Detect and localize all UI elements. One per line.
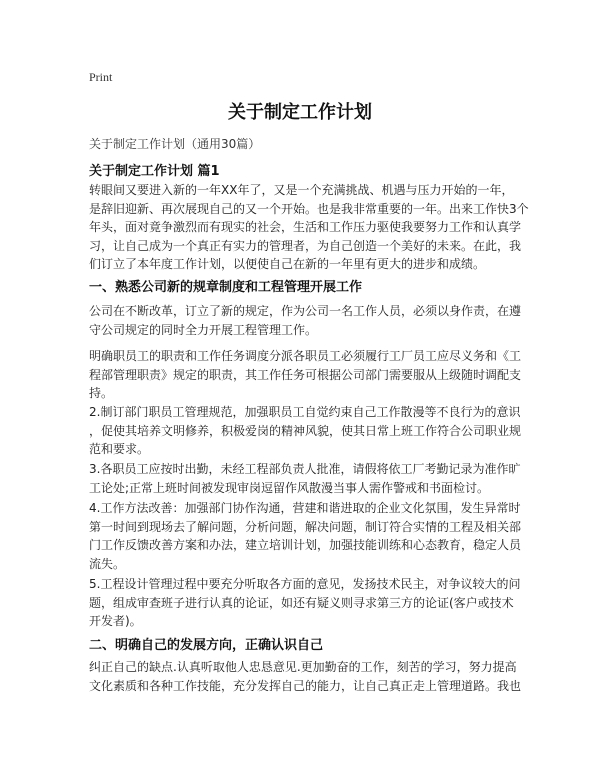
paragraph-line: 是辞旧迎新、再次展现自己的又一个开始。也是我非常重要的一年。出来工作快3个 [89, 201, 529, 216]
document-subtitle: 关于制定工作计划（通用30篇） [89, 137, 261, 151]
paragraph-line: 们订立了本年度工作计划，以便使自己在新的一年里有更大的进步和成绩。 [89, 257, 486, 271]
paragraph-6 [89, 575, 521, 631]
paragraph-line: 2.制订部门职员工管理规范，加强职员工自觉约束自己工作散漫等不良行为的意识 [89, 405, 521, 419]
paragraph-2 [89, 347, 522, 403]
paragraph-line: 转眼间又要进入新的一年XX年了，又是一个充满挑战、机遇与压力开始的一年， [89, 183, 514, 197]
paragraph-line: 公司在不断改革，订立了新的规定，作为公司一名工作人员，必须以身作责，在遵 [89, 304, 522, 318]
heading-section-two: 二、明确自己的发展方向，正确认识自己 [89, 638, 324, 653]
heading-section-one: 一、熟悉公司新的规章制度和工程管理开展工作 [89, 280, 363, 295]
paragraph-7 [89, 658, 522, 695]
paragraph-line: 流失。 [89, 556, 126, 571]
paragraph-line: 程部管理职责》规定的职责，其工作任务可根据公司部门需要服从上级随时调配支 [89, 367, 522, 382]
paragraph-line: 开发者)。 [89, 614, 142, 628]
page-title: 关于制定工作计划 [228, 102, 372, 123]
paragraph-line: 门工作反馈改善方案和办法，建立培训计划，加强技能训练和心态教育，稳定人员 [89, 538, 522, 552]
paragraph-line: 题，组成审查班子进行认真的论证，如还有疑义则寻求第三方的论证(客户或技术 [89, 595, 514, 610]
paragraph-line: 年头，面对竟争激烈而有现实的社会，生活和工作压力驱使我要努力工作和认真学 [89, 220, 522, 234]
paragraph-line: 4.工作方法改善：加强部门协作沟通，营建和谐进取的企业文化氛围，发生异常时 [89, 501, 521, 515]
paragraph-line: 第一时间到现场去了解问题，分析问题，解决问题，制订符合实情的工程及相关部 [89, 519, 522, 534]
paragraph-line: 持。 [89, 386, 114, 400]
paragraph-line: 习，让自己成为一个真正有实力的管理者，为自己创造一个美好的未来。在此，我 [89, 238, 522, 253]
paragraph-4 [89, 460, 521, 497]
print-label: Print [89, 70, 113, 84]
paragraph-line: 5.工程设计管理过程中要充分听取各方面的意见，发扬技术民主，对争议较大的问 [89, 577, 521, 591]
paragraph-line: 守公司规定的同时全力开展工程管理工作。 [89, 322, 318, 337]
intro-paragraph [89, 181, 529, 274]
paragraph-line: 3.各职员工应按时出勤，未经工程部负责人批准，请假将依工厂考勤记录为准作旷 [89, 462, 521, 476]
paragraph-3 [89, 403, 522, 459]
paragraph-line: 文化素质和各种工作技能，充分发挥自己的能力，让自己真正走上管理道路。我也 [89, 678, 522, 693]
paragraph-line: 纠正自己的缺点.认真听取他人忠恳意见.更加勤奋的工作，刻苦的学习，努力提高 [89, 660, 517, 674]
paragraph-5 [89, 499, 522, 573]
section-title: 关于制定工作计划 篇1 [89, 164, 220, 179]
paragraph-line: ，促使其培养文明修养，积极爱岗的精神风貌，使其日常上班工作符合公司职业规 [89, 423, 522, 438]
paragraph-line: 工论处;正常上班时间被发现审岗逗留作风散漫当事人需作警戒和书面检讨。 [89, 480, 490, 495]
paragraph-line: 范和要求。 [89, 442, 150, 456]
paragraph-1 [89, 302, 522, 339]
paragraph-line: 明确职员工的职责和工作任务调度分派各职员工必须履行工厂员工应尽义务和《工 [89, 349, 522, 363]
